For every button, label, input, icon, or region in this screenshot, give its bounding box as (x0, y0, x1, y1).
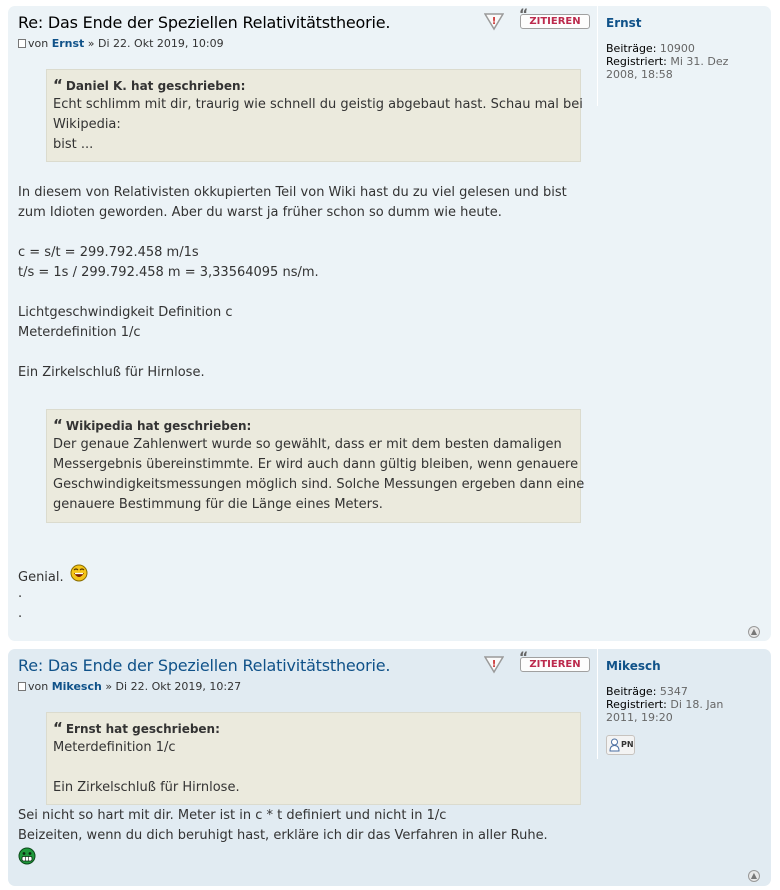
content-line: Sei nicht so hart mit dir. Meter ist in c * t definiert und nicht in 1/c (18, 808, 447, 823)
user-icon (609, 738, 620, 752)
content-line: c = s/t = 299.792.458 m/1s (18, 245, 199, 260)
quote-marks-icon: “ (53, 719, 63, 737)
svg-text:!: ! (491, 659, 497, 670)
content-line: zum Idioten geworden. Aber du warst ja früher schon so dumm wie heute. (18, 205, 502, 220)
back-to-top-icon[interactable]: ▲ (748, 870, 760, 882)
post-1 (8, 6, 771, 641)
profile-username[interactable]: Mikesch (606, 659, 661, 673)
content-line: Genial. (18, 564, 590, 584)
content-line: Meterdefinition 1/c (18, 325, 141, 340)
blockquote (46, 69, 581, 162)
content-line (18, 343, 590, 363)
profile-registered: Registriert: Di 18. Jan 2011, 19:20 (606, 698, 724, 724)
post-author-line (18, 680, 241, 693)
blockquote (46, 712, 581, 805)
profile-posts: Beiträge: 10900 (606, 42, 695, 55)
post-content (18, 806, 590, 870)
quote-cite: “ Daniel K. hat geschrieben: (53, 76, 246, 94)
quote-line: genauere Bestimmung für die Länge eines Meters. (53, 497, 383, 512)
post-profile (597, 649, 766, 759)
content-line (18, 283, 590, 303)
quote-line: Geschwindigkeitsmessungen möglich sind. Solche Messungen ergeben dann eine (53, 477, 585, 492)
author-link[interactable]: Ernst (51, 37, 85, 50)
content-line: Lichtgeschwindigkeit Definition c (18, 305, 233, 320)
quote-marks-icon: “ (519, 7, 529, 23)
post-author-line (18, 37, 224, 50)
quote-line: Ein Zirkelschluß für Hirnlose. (53, 780, 240, 795)
back-to-top-icon[interactable]: ▲ (748, 626, 760, 638)
quote-marks-icon: “ (53, 416, 63, 434)
post-title[interactable]: Re: Das Ende der Speziellen Relativitätstheorie. (18, 656, 391, 675)
pm-label: PN (621, 740, 634, 749)
post-date: » Di 22. Okt 2019, 10:09 (87, 37, 224, 50)
author-link[interactable]: Mikesch (51, 680, 102, 693)
profile-stats (606, 685, 756, 724)
quote-marks-icon: “ (53, 76, 63, 94)
post-2 (8, 649, 771, 886)
post-content-tail (18, 564, 590, 624)
content-line: t/s = 1s / 299.792.458 m = 3,33564095 ns/m. (18, 265, 319, 280)
grin-smiley-icon (18, 847, 36, 865)
private-message-button[interactable] (606, 735, 635, 755)
profile-registered: Registriert: Mi 31. Dez 2008, 18:58 (606, 55, 729, 81)
quote-line: Messergebnis übereinstimmte. Er wird auch dann gültig bleiben, wenn genauere (53, 457, 579, 472)
post-content (18, 183, 590, 383)
quote-button-label: ZITIEREN (529, 16, 581, 27)
laughing-smiley-icon (70, 564, 88, 582)
post-icon (18, 682, 26, 691)
content-line: . (18, 606, 23, 621)
profile-username[interactable]: Ernst (606, 16, 642, 30)
post-icon (18, 39, 26, 48)
profile-posts: Beiträge: 5347 (606, 685, 688, 698)
quote-line: Wikipedia: (53, 117, 121, 132)
svg-text:!: ! (491, 16, 497, 27)
quote-button-label: ZITIEREN (529, 659, 581, 670)
blockquote (46, 409, 585, 523)
content-line (18, 223, 590, 243)
quote-line (53, 758, 574, 778)
content-line: In diesem von Relativisten okkupierten Teil von Wiki hast du zu viel gelesen und bist (18, 185, 567, 200)
quote-line: Meterdefinition 1/c (53, 740, 176, 755)
report-icon[interactable] (484, 655, 504, 674)
profile-stats (606, 42, 756, 81)
post-title[interactable]: Re: Das Ende der Speziellen Relativitätstheorie. (18, 13, 391, 32)
content-line (18, 846, 590, 870)
report-icon[interactable] (484, 12, 504, 31)
post-date: » Di 22. Okt 2019, 10:27 (105, 680, 242, 693)
post-profile (597, 6, 766, 106)
author-prefix: von (28, 37, 49, 50)
quote-cite: “ Wikipedia hat geschrieben: (53, 416, 252, 434)
content-line: Ein Zirkelschluß für Hirnlose. (18, 365, 205, 380)
quote-line: Echt schlimm mit dir, traurig wie schnell du geistig abgebaut hast. Schau mal bei (53, 97, 583, 112)
quote-line: bist ... (53, 137, 94, 152)
quote-marks-icon: “ (519, 650, 529, 666)
author-prefix: von (28, 680, 49, 693)
quote-button[interactable] (519, 7, 590, 29)
content-line: Beizeiten, wenn du dich beruhigt hast, erkläre ich dir das Verfahren in aller Ruhe. (18, 828, 548, 843)
quote-cite: “ Ernst hat geschrieben: (53, 719, 220, 737)
quote-button[interactable] (519, 650, 590, 672)
quote-line: Der genaue Zahlenwert wurde so gewählt, dass er mit dem besten damaligen (53, 437, 562, 452)
content-line: . (18, 586, 23, 601)
